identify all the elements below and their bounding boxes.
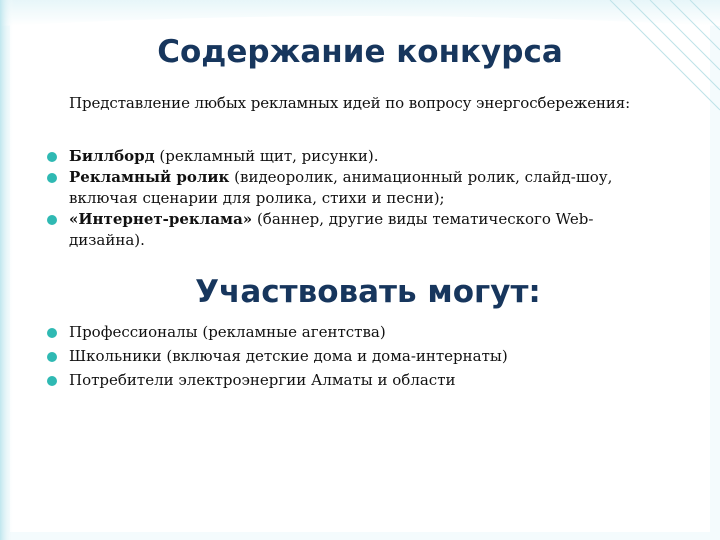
bullet-icon [47, 215, 57, 225]
page-title: Содержание конкурса [157, 34, 563, 70]
item-text: (рекламный щит, рисунки). [154, 147, 379, 165]
bullet-icon [47, 352, 57, 362]
item-title: Биллборд [69, 147, 155, 165]
section-subtitle: Участвовать могут: [195, 274, 541, 310]
bullet-icon [47, 328, 57, 338]
item-text: (баннер, другие виды тематического Web-дизайна). [69, 210, 594, 249]
bullet-icon [47, 173, 57, 183]
intro-text: Представление любых рекламных идей по вопросу энергосбережения: [69, 94, 631, 112]
item-text: (видеоролик, анимационный ролик, слайд-шоу, включая сценарии для ролика, стихи и песни); [69, 168, 613, 207]
bullet-icon [47, 152, 57, 162]
list-item [0, 209, 629, 251]
participant-text: Школьники (включая детские дома и дома-интернаты) [69, 347, 508, 365]
list-item [0, 322, 629, 343]
participants-list [0, 322, 629, 394]
bullet-icon [47, 376, 57, 386]
list-item [0, 167, 629, 209]
content-panel [10, 10, 710, 532]
participant-text: Потребители электроэнергии Алматы и области [69, 371, 456, 389]
item-title: Рекламный ролик [69, 168, 230, 186]
item-title: «Интернет-реклама» [69, 210, 253, 228]
participant-text: Профессионалы (рекламные агентства) [69, 323, 386, 341]
list-item [0, 370, 629, 391]
contest-items-list [0, 146, 629, 251]
left-edge [0, 0, 14, 540]
list-item [0, 146, 629, 167]
list-item [0, 346, 629, 367]
